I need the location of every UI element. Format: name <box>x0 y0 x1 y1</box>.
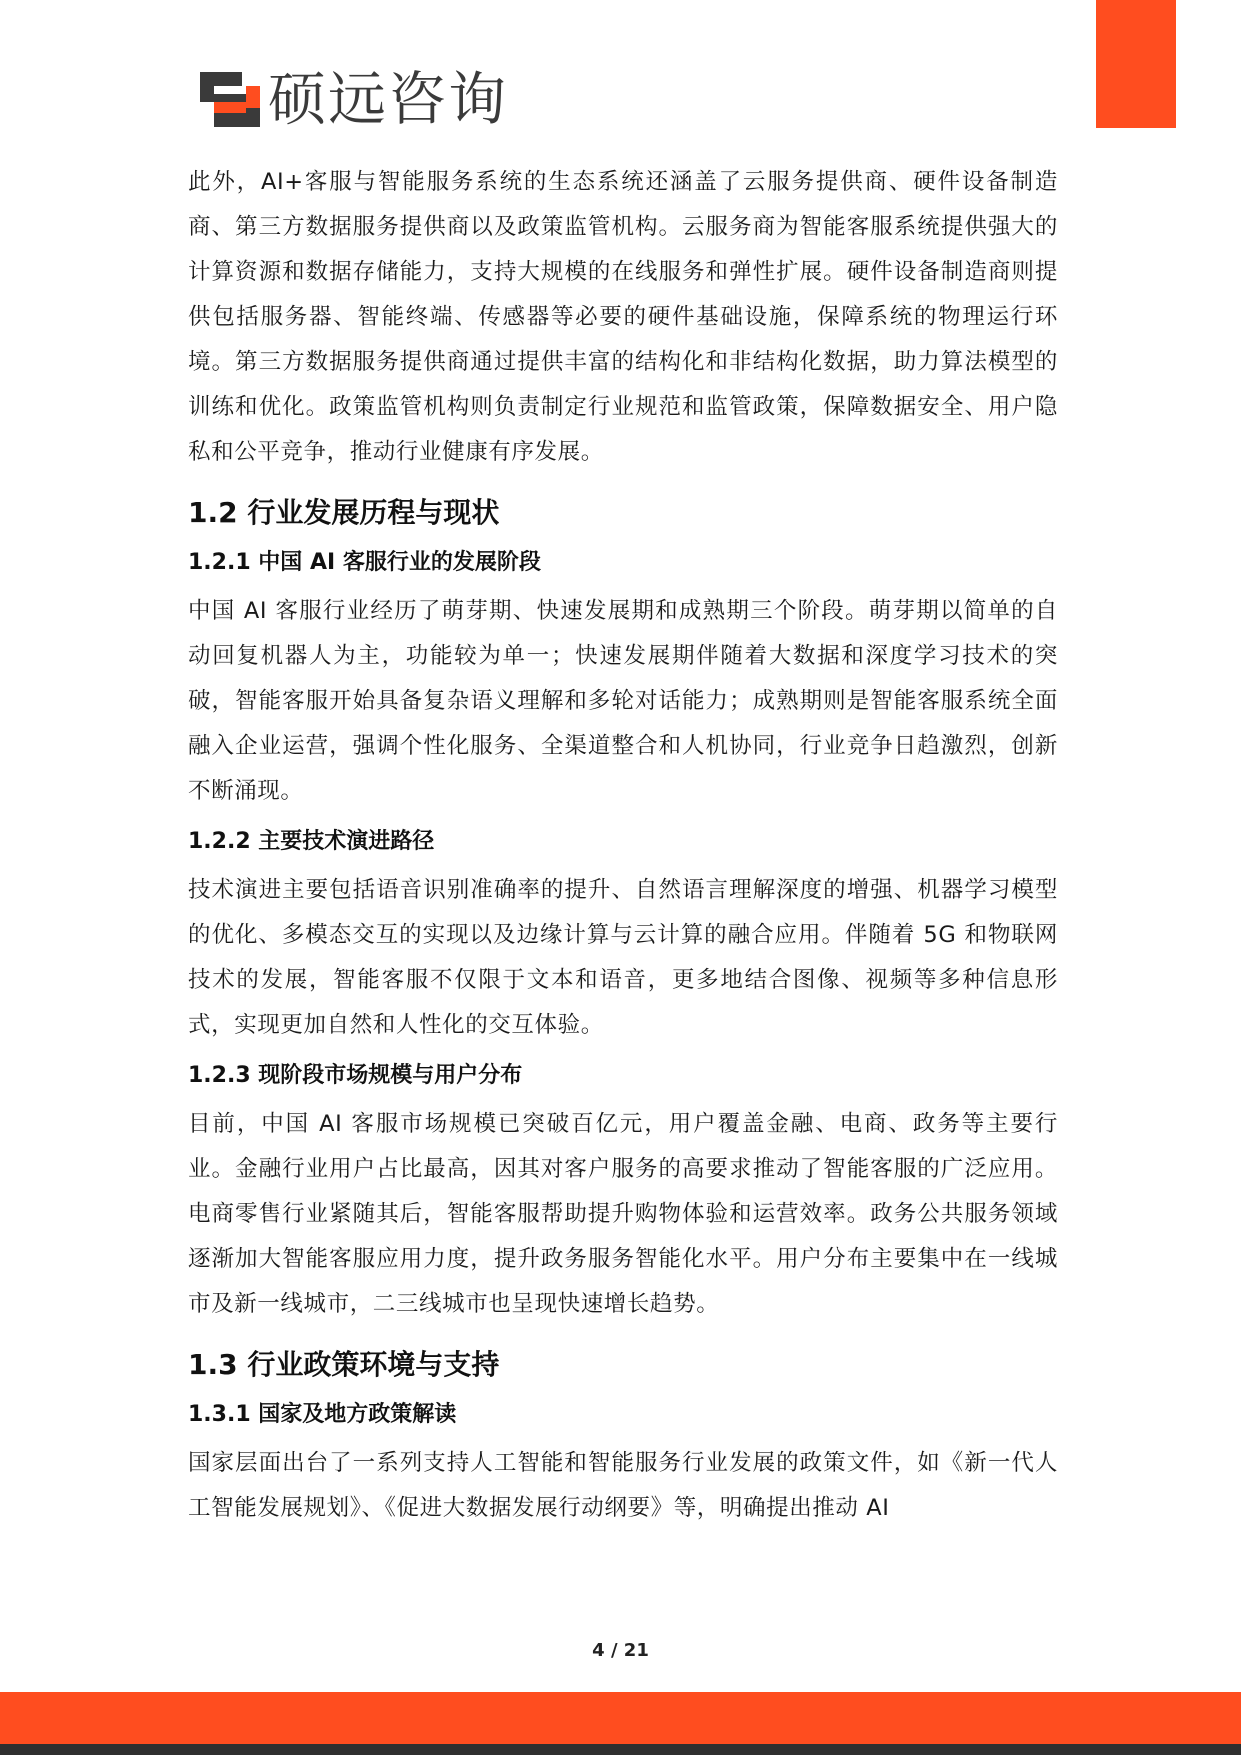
subsection-body-1-2-1: 中国 AI 客服行业经历了萌芽期、快速发展期和成熟期三个阶段。萌芽期以简单的自动回复机器人为主，功能较为单一；快速发展期伴随着大数据和深度学习技术的突破，智能客服开始具备复杂语义理解和多轮对话能力；成熟期则是智能客服系统全面融入企业运营，强调个性化服务、全渠道整合和人机协同，行业竞争日趋激烈，创新不断涌现。 <box>188 598 1058 804</box>
page-number: 4 / 21 <box>592 1640 649 1661</box>
section-heading-1-3: 1.3 行业政策环境与支持 <box>188 1348 500 1381</box>
section-heading-1-2: 1.2 行业发展历程与现状 <box>188 496 500 529</box>
document-body <box>188 160 1058 1531</box>
brand-name: 硕远咨询 <box>268 65 509 133</box>
subsection-heading-1-2-1: 1.2.1 中国 AI 客服行业的发展阶段 <box>188 550 541 575</box>
footer-accent-bar <box>0 1692 1241 1744</box>
footer-dark-strip <box>0 1744 1241 1755</box>
brand-logo <box>200 65 509 133</box>
brand-logo-mark-icon <box>200 72 260 127</box>
corner-accent-block <box>1096 0 1176 128</box>
subsection-body-1-2-2: 技术演进主要包括语音识别准确率的提升、自然语言理解深度的增强、机器学习模型的优化、多模态交互的实现以及边缘计算与云计算的融合应用。伴随着 5G 和物联网技术的发展，智能客服不仅限于文本和语音，更多地结合图像、视频等多种信息形式，实现更加自然和人性化的交互体验。 <box>188 877 1058 1038</box>
subsection-heading-1-3-1: 1.3.1 国家及地方政策解读 <box>188 1402 457 1427</box>
subsection-body-1-3-1: 国家层面出台了一系列支持人工智能和智能服务行业发展的政策文件，如《新一代人工智能发展规划》、《促进大数据发展行动纲要》等，明确提出推动 AI <box>188 1450 1058 1521</box>
intro-paragraph: 此外，AI+客服与智能服务系统的生态系统还涵盖了云服务提供商、硬件设备制造商、第三方数据服务提供商以及政策监管机构。云服务商为智能客服系统提供强大的计算资源和数据存储能力，支持大规模的在线服务和弹性扩展。硬件设备制造商则提供包括服务器、智能终端、传感器等必要的硬件基础设施，保障系统的物理运行环境。第三方数据服务提供商通过提供丰富的结构化和非结构化数据，助力算法模型的训练和优化。政策监管机构则负责制定行业规范和监管政策，保障数据安全、用户隐私和公平竞争，推动行业健康有序发展。 <box>188 169 1058 465</box>
subsection-heading-1-2-2: 1.2.2 主要技术演进路径 <box>188 829 435 854</box>
subsection-body-1-2-3: 目前，中国 AI 客服市场规模已突破百亿元，用户覆盖金融、电商、政务等主要行业。金融行业用户占比最高，因其对客户服务的高要求推动了智能客服的广泛应用。电商零售行业紧随其后，智能客服帮助提升购物体验和运营效率。政务公共服务领域逐渐加大智能客服应用力度，提升政务服务智能化水平。用户分布主要集中在一线城市及新一线城市，二三线城市也呈现快速增长趋势。 <box>188 1111 1058 1317</box>
subsection-heading-1-2-3: 1.2.3 现阶段市场规模与用户分布 <box>188 1063 523 1088</box>
